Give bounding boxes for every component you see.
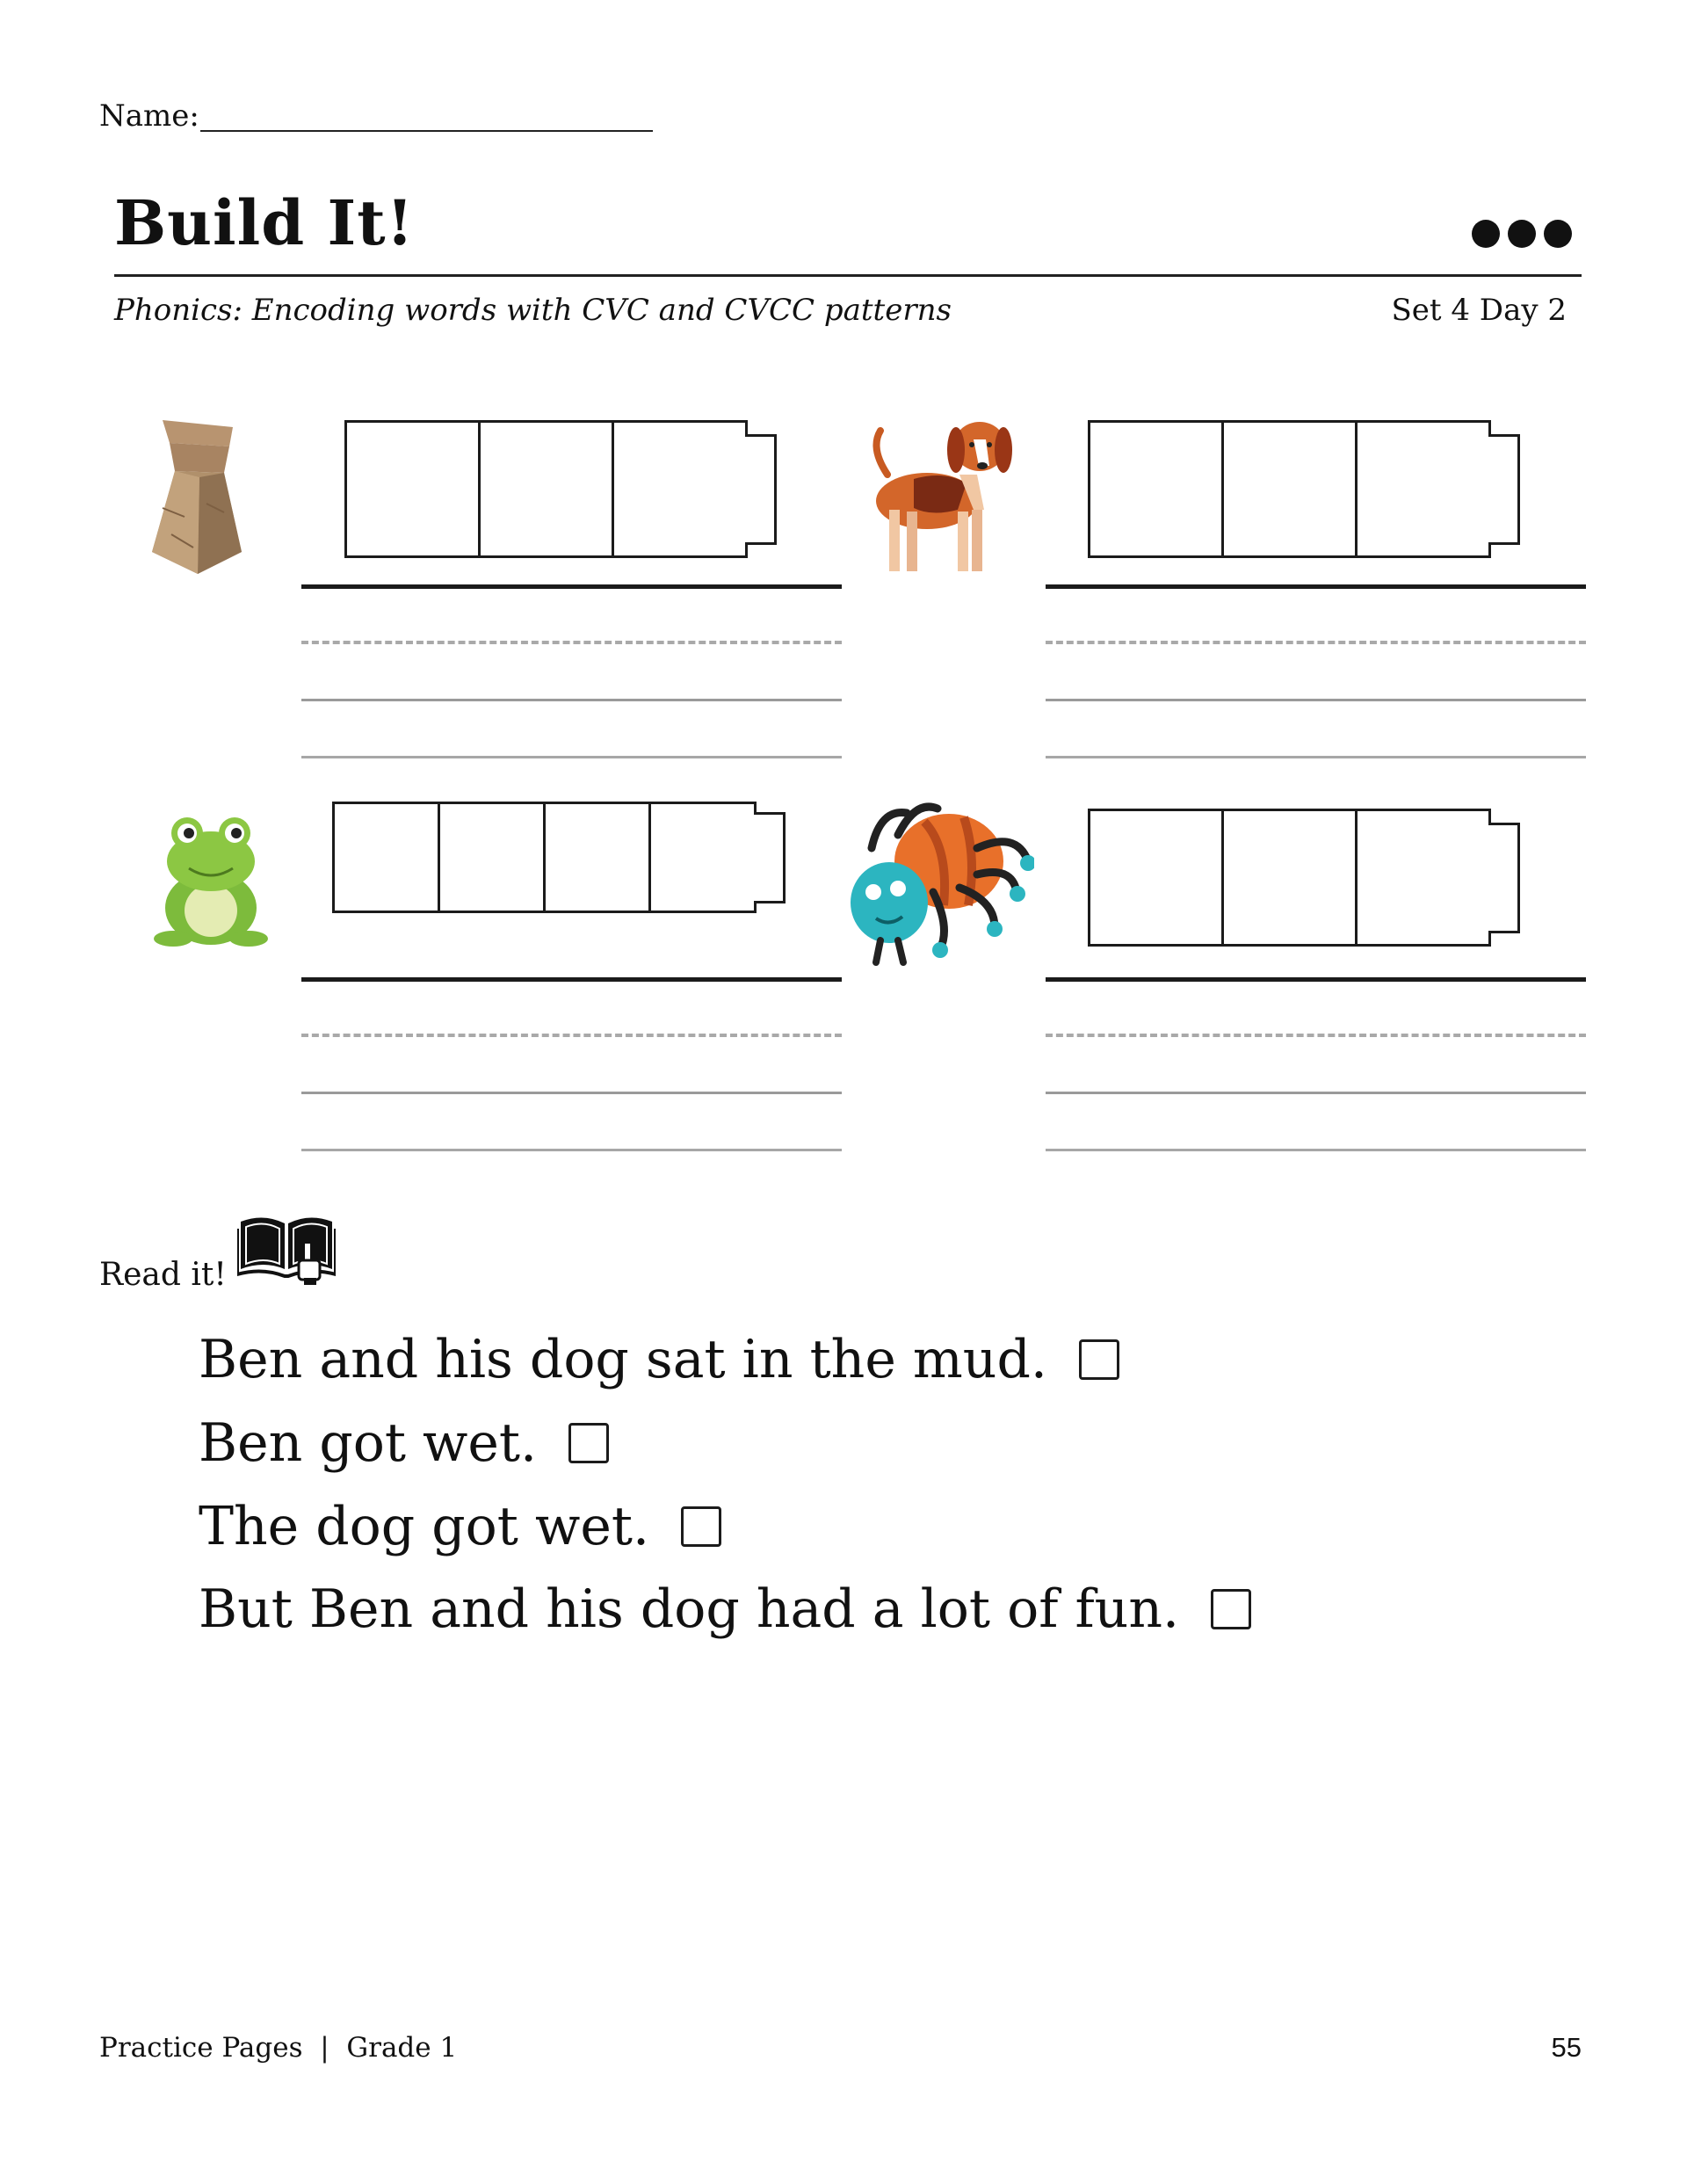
sentence-row [199, 1412, 609, 1474]
paper-bag-icon [145, 420, 246, 574]
sentence-text: Ben got wet. [199, 1412, 538, 1474]
checkbox[interactable] [1079, 1339, 1119, 1380]
letter-box[interactable] [1355, 420, 1491, 558]
box-tab [1488, 823, 1520, 933]
page-number: 55 [1551, 2032, 1582, 2063]
title-divider [114, 274, 1582, 277]
dot-icon [1472, 220, 1500, 248]
letter-boxes [1088, 809, 1520, 947]
letter-box[interactable] [332, 802, 440, 913]
set-day-label: Set 4 Day 2 [1391, 293, 1567, 328]
dot-icon [1544, 220, 1572, 248]
read-it-label: Read it! [99, 1257, 227, 1293]
sentence-row [199, 1578, 1251, 1640]
dot-icon [1508, 220, 1536, 248]
checkbox[interactable] [1211, 1589, 1251, 1629]
frog-icon [154, 816, 268, 949]
box-tab [745, 434, 777, 545]
letter-box[interactable] [344, 420, 481, 558]
letter-box[interactable] [1221, 809, 1358, 947]
sentence-row [199, 1496, 721, 1557]
name-label: Name: [99, 98, 199, 134]
letter-box[interactable] [648, 802, 757, 913]
sentence-text: The dog got wet. [199, 1496, 650, 1557]
letter-box[interactable] [1355, 809, 1491, 947]
sentence-text: Ben and his dog sat in the mud. [199, 1329, 1047, 1390]
difficulty-dots [1472, 220, 1573, 250]
checkbox[interactable] [568, 1423, 609, 1463]
letter-box[interactable] [1221, 420, 1358, 558]
letter-box[interactable] [612, 420, 748, 558]
letter-box[interactable] [438, 802, 546, 913]
bug-icon [845, 795, 1034, 967]
sentence-row [199, 1329, 1119, 1390]
footer-text: Practice Pages | Grade 1 [99, 2032, 458, 2064]
subtitle: Phonics: Encoding words with CVC and CVCC patterns [114, 293, 952, 328]
name-write-line[interactable] [200, 130, 653, 132]
box-tab [1488, 434, 1520, 545]
letter-box[interactable] [543, 802, 651, 913]
checkbox[interactable] [681, 1506, 721, 1547]
letter-boxes [1088, 420, 1520, 558]
letter-boxes [332, 802, 786, 913]
letter-box[interactable] [1088, 420, 1224, 558]
sentence-text: But Ben and his dog had a lot of fun. [199, 1578, 1180, 1640]
box-tab [754, 812, 786, 903]
book-pointer-icon [237, 1211, 336, 1285]
dog-icon [861, 413, 1019, 576]
letter-boxes [344, 420, 777, 558]
page-title: Build It! [114, 186, 415, 259]
letter-box[interactable] [1088, 809, 1224, 947]
letter-box[interactable] [478, 420, 614, 558]
